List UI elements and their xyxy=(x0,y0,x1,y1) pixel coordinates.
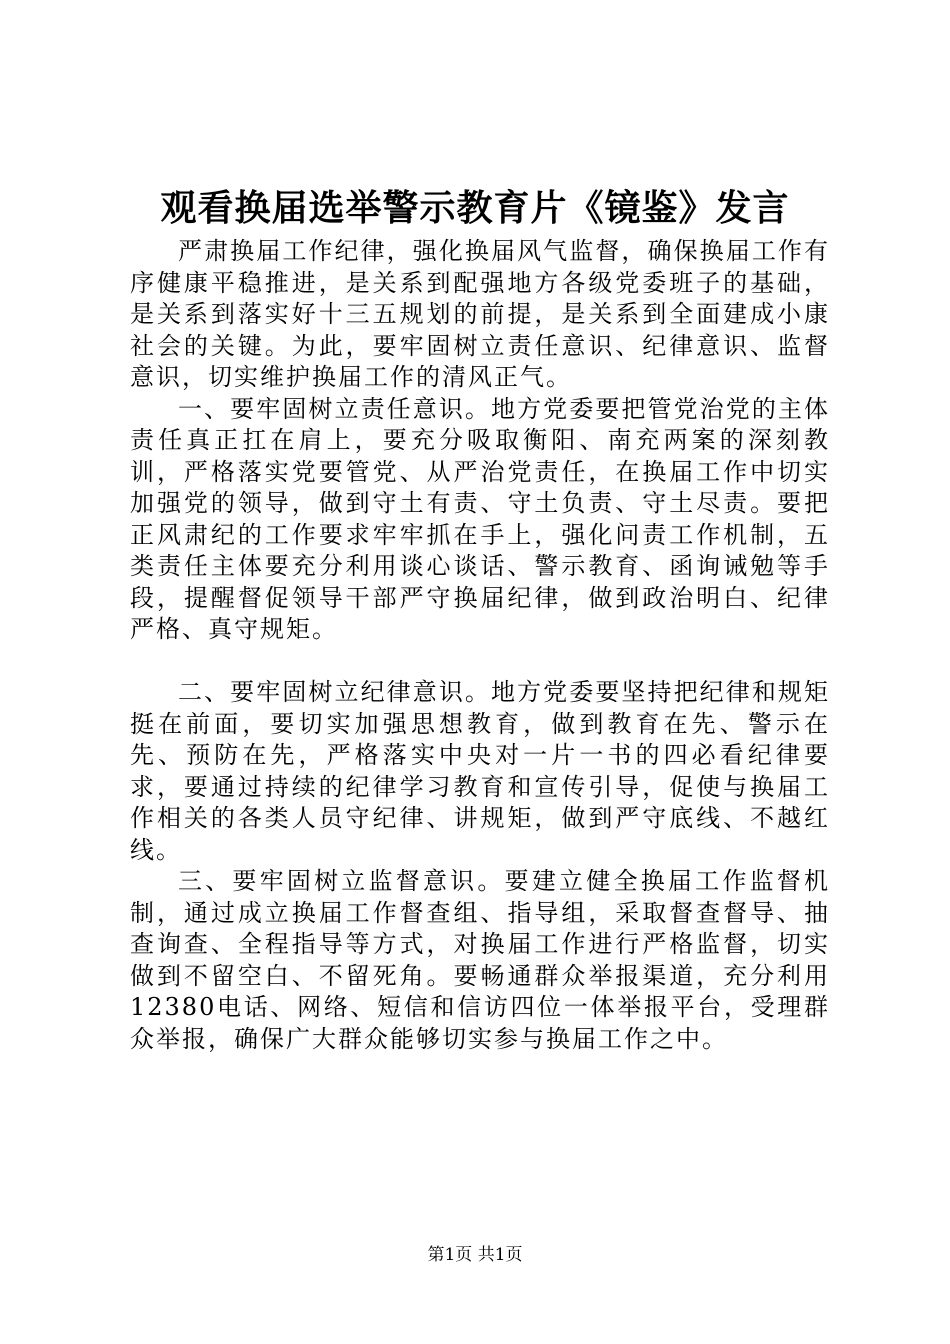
page-footer: 第1页 共1页 xyxy=(427,1245,523,1265)
paragraph-discipline: 二、要牢固树立纪律意识。地方党委要坚持把纪律和规矩挺在前面，要切实加强思想教育，做到教育在先、警示在先、预防在先，严格落实中央对一片一书的四必看纪律要求，要通过持续的纪律学习教育和宣传引导，促使与换届工作相关的各类人员守纪律、讲规矩，做到严守底线、不越红线。 xyxy=(130,678,830,864)
paragraph-intro: 严肃换届工作纪律，强化换届风气监督，确保换届工作有序健康平稳推进，是关系到配强地方各级党委班子的基础，是关系到落实好十三五规划的前提，是关系到全面建成小康社会的关键。为此，要牢固树立责任意识、纪律意识、监督意识，切实维护换届工作的清风正气。 xyxy=(130,237,830,391)
paragraph-supervision: 三、要牢固树立监督意识。要建立健全换届工作监督机制，通过成立换届工作督查组、指导组，采取督查督导、抽查询查、全程指导等方式，对换届工作进行严格监督，切实做到不留空白、不留死角。要畅通群众举报渠道，充分利用12380电话、网络、短信和信访四位一体举报平台，受理群众举报，确保广大群众能够切实参与换届工作之中。 xyxy=(130,867,830,1053)
paragraph-responsibility: 一、要牢固树立责任意识。地方党委要把管党治党的主体责任真正扛在肩上，要充分吸取衡阳、南充两案的深刻教训，严格落实党要管党、从严治党责任，在换届工作中切实加强党的领导，做到守土有责、守土负责、守土尽责。要把正风肃纪的工作要求牢牢抓在手上，强化问责工作机制，五类责任主体要充分利用谈心谈话、警示教育、函询诫勉等手段，提醒督促领导干部严守换届纪律，做到政治明白、纪律严格、真守规矩。 xyxy=(130,394,830,643)
document-title: 观看换届选举警示教育片《镜鉴》发言 xyxy=(160,187,790,229)
document-body xyxy=(130,236,830,1055)
